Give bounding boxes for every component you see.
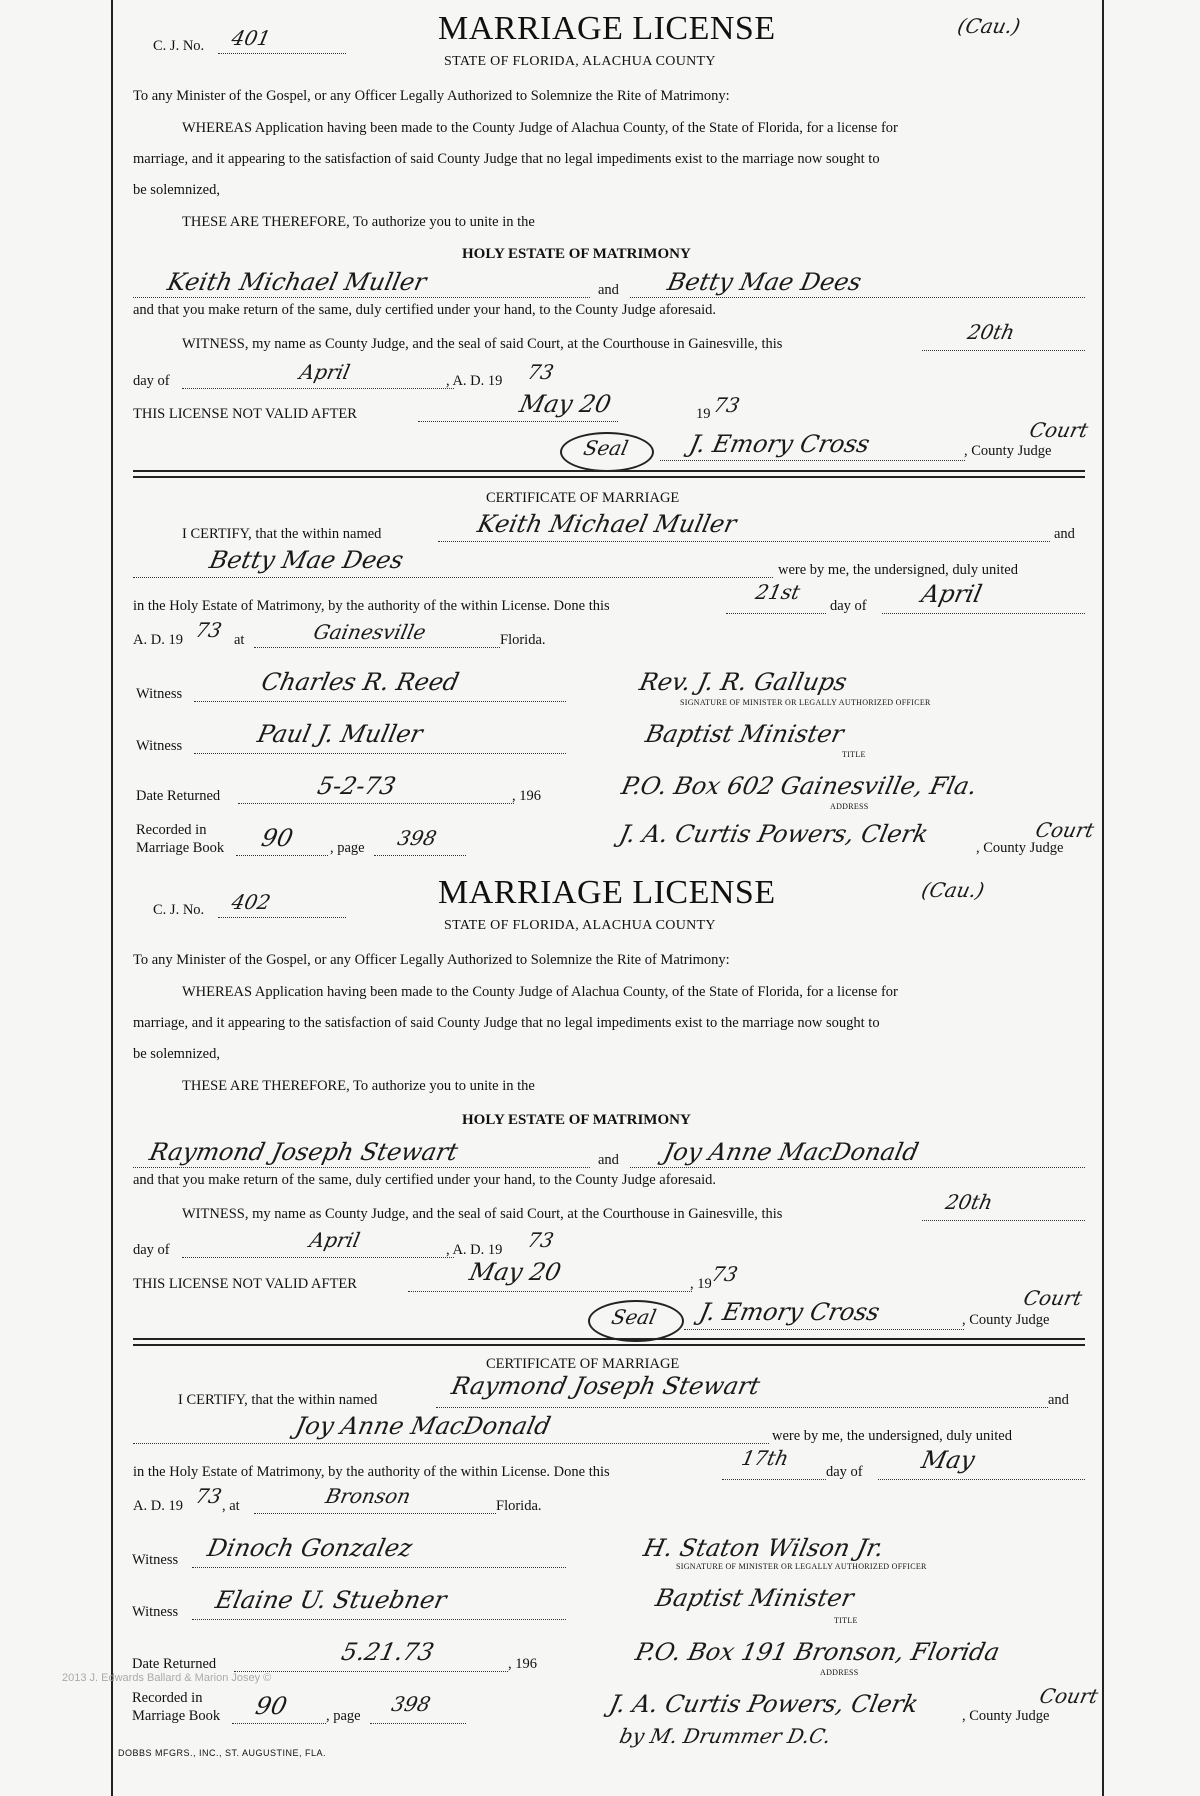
not-valid-date: May 20 [517, 390, 614, 418]
cert-bride: Joy Anne MacDonald [293, 1412, 554, 1440]
whereas-2: marriage, and it appearing to the satisfaction of said County Judge that no legal impediments exist to the marriage now sought to [133, 151, 880, 167]
cert-bride: Betty Mae Dees [207, 546, 406, 574]
cert-groom-line [438, 541, 1050, 542]
day-of2: day of [830, 598, 867, 614]
whereas-1: WHEREAS Application having been made to the County Judge of Alachua County, of the State of Florida, for a license for [182, 120, 898, 136]
florida-label: Florida. [496, 1498, 542, 1514]
not-valid-line [418, 421, 618, 422]
court-note: Court [1027, 418, 1091, 442]
book-number: 90 [253, 1692, 290, 1720]
deputy-signature: by M. Drummer D.C. [617, 1724, 834, 1748]
witness-day: 20th [965, 320, 1017, 344]
license-title: MARRIAGE LICENSE [438, 10, 776, 47]
witness-line: WITNESS, my name as County Judge, and the seal of said Court, at the Courthouse in Gainesville, this [182, 336, 783, 352]
date-returned: 5.21.73 [339, 1638, 437, 1666]
recorded-in-label: Recorded in [136, 822, 207, 838]
copyright-watermark: 2013 J. Edwards Ballard & Marion Josey © [62, 1672, 272, 1684]
recorded-in-label: Recorded in [132, 1690, 203, 1706]
date-returned-line [234, 1671, 508, 1672]
date-196: , 196 [508, 1656, 537, 1672]
date-returned: 5-2-73 [315, 772, 399, 800]
cert-bride-line [133, 1443, 769, 1444]
divider-rule [133, 1338, 1085, 1340]
officer-address: P.O. Box 191 Bronson, Florida [633, 1638, 1003, 1666]
witness2-signature: Paul J. Muller [255, 720, 426, 748]
groom-name: Raymond Joseph Stewart [147, 1138, 461, 1166]
return-line: and that you make return of the same, duly certified under your hand, to the County Judge aforesaid. [133, 302, 717, 318]
license-month: April [307, 1228, 363, 1252]
county-judge-label: , County Judge [962, 1312, 1050, 1328]
certificate-title: CERTIFICATE OF MARRIAGE [486, 1356, 680, 1372]
not-valid-label: THIS LICENSE NOT VALID AFTER [133, 1276, 357, 1292]
officer-signature: Rev. J. R. Gallups [637, 668, 850, 696]
seal-text: Seal [609, 1305, 659, 1329]
page-label: , page [326, 1708, 361, 1724]
address-caption: ADDRESS [820, 1668, 859, 1677]
whereas-1: WHEREAS Application having been made to the County Judge of Alachua County, of the State of Florida, for a license for [182, 984, 898, 1000]
done-day-line [722, 1479, 826, 1480]
license-year: 73 [525, 1228, 557, 1252]
witness1-label: Witness [136, 686, 183, 702]
ad-label: , A. D. 19 [446, 373, 503, 389]
holy-estate-heading: HOLY ESTATE OF MATRIMONY [462, 246, 691, 262]
witness-day-line [922, 350, 1085, 351]
license-title: MARRIAGE LICENSE [438, 874, 776, 911]
title-caption: TITLE [834, 1616, 858, 1625]
not-valid-label: THIS LICENSE NOT VALID AFTER [133, 406, 357, 422]
license-subtitle: STATE OF FLORIDA, ALACHUA COUNTY [444, 918, 716, 933]
cert-groom-line [436, 1407, 1048, 1408]
ad-label: , A. D. 19 [446, 1242, 503, 1258]
license-subtitle: STATE OF FLORIDA, ALACHUA COUNTY [444, 54, 716, 69]
county-judge2-label: , County Judge [976, 840, 1064, 856]
judge-signature: J. Emory Cross [697, 1298, 883, 1326]
whereas-2: marriage, and it appearing to the satisfaction of said County Judge that no legal impediments exist to the marriage now sought to [133, 1015, 880, 1031]
day-of2: day of [826, 1464, 863, 1480]
not-valid-19: , 19 [690, 1276, 712, 1292]
marriage-book-label: Marriage Book [136, 840, 225, 856]
month-line [182, 1257, 454, 1258]
cj-number: 402 [229, 890, 273, 914]
done-month-line [882, 613, 1085, 614]
at-label: at [234, 632, 245, 648]
officer-signature: H. Staton Wilson Jr. [641, 1534, 887, 1562]
printer-footer: DOBBS MFGRS., INC., ST. AUGUSTINE, FLA. [118, 1748, 327, 1758]
book-line [236, 855, 328, 856]
witness2-signature: Elaine U. Stuebner [213, 1586, 449, 1614]
license-year: 73 [525, 360, 557, 384]
and-word: and [598, 1152, 619, 1168]
not-valid-19: 19 [696, 406, 711, 422]
cj-label: C. J. No. [153, 902, 205, 918]
cj-line [218, 917, 346, 918]
witness2-label: Witness [132, 1604, 179, 1620]
ad2-label: A. D. 19 [133, 1498, 183, 1514]
cert-and: and [1048, 1392, 1069, 1408]
court-note2: Court [1033, 818, 1097, 842]
not-valid-date: May 20 [467, 1258, 564, 1286]
marriage-book-label: Marriage Book [132, 1708, 221, 1724]
witness1-label: Witness [132, 1552, 179, 1568]
marriage-place: Gainesville [311, 620, 429, 644]
clerk-signature: J. A. Curtis Powers, Clerk [617, 820, 931, 848]
date-returned-label: Date Returned [132, 1656, 217, 1672]
groom-name: Keith Michael Muller [165, 268, 429, 296]
cert-and: and [1054, 526, 1075, 542]
done-year: 73 [193, 1484, 225, 1508]
place-line [254, 1513, 496, 1514]
return-line: and that you make return of the same, duly certified under your hand, to the County Judge aforesaid. [133, 1172, 717, 1188]
book-number: 90 [259, 824, 296, 852]
witness2-line [194, 753, 566, 754]
witness1-signature: Dinoch Gonzalez [205, 1534, 415, 1562]
cj-label: C. J. No. [153, 38, 205, 54]
page-line [370, 1723, 466, 1724]
at-label: , at [222, 1498, 240, 1514]
united-line: were by me, the undersigned, duly united [772, 1428, 1012, 1444]
judge-line [660, 460, 965, 461]
done-day: 17th [739, 1446, 791, 1470]
groom-line [133, 1167, 590, 1168]
date-returned-line [238, 803, 514, 804]
officer-caption: SIGNATURE OF MINISTER OR LEGALLY AUTHORIZED OFFICER [676, 1562, 927, 1571]
groom-line [133, 297, 590, 298]
court-note2: Court [1037, 1684, 1101, 1708]
done-day: 21st [753, 580, 803, 604]
right-border [1102, 0, 1104, 1796]
ad2-label: A. D. 19 [133, 632, 183, 648]
bride-line [630, 297, 1085, 298]
cj-line [218, 53, 346, 54]
page-number: 398 [389, 1692, 433, 1716]
cj-number: 401 [229, 26, 273, 50]
officer-title-hand: Baptist Minister [653, 1584, 857, 1612]
judge-line [684, 1329, 964, 1330]
not-valid-year: 73 [709, 1262, 741, 1286]
page-label: , page [330, 840, 365, 856]
done-month: May [919, 1446, 978, 1474]
witness-day: 20th [943, 1190, 995, 1214]
cert-bride-line [133, 577, 773, 578]
page-number: 398 [395, 826, 439, 850]
officer-caption: SIGNATURE OF MINISTER OR LEGALLY AUTHORIZED OFFICER [680, 698, 931, 707]
therefore-line: THESE ARE THEREFORE, To authorize you to unite in the [182, 214, 535, 230]
corner-note: (Cau.) [955, 14, 1023, 38]
cert-groom: Keith Michael Muller [475, 510, 739, 538]
done-year: 73 [193, 618, 225, 642]
witness-line: WITNESS, my name as County Judge, and the seal of said Court, at the Courthouse in Gainesville, this [182, 1206, 783, 1222]
marriage-place: Bronson [323, 1484, 413, 1508]
witness-day-line [922, 1220, 1085, 1221]
witness2-label: Witness [136, 738, 183, 754]
whereas-3: be solemnized, [133, 182, 220, 198]
divider-rule [133, 1344, 1085, 1346]
address-line: To any Minister of the Gospel, or any Officer Legally Authorized to Solemnize the Rite of Matrimony: [133, 88, 730, 104]
therefore-line: THESE ARE THEREFORE, To authorize you to unite in the [182, 1078, 535, 1094]
date-returned-label: Date Returned [136, 788, 221, 804]
date-196: , 196 [512, 788, 541, 804]
officer-title-hand: Baptist Minister [643, 720, 847, 748]
certificate-title: CERTIFICATE OF MARRIAGE [486, 490, 680, 506]
done-month-line [878, 1479, 1085, 1480]
not-valid-year: 73 [711, 393, 743, 417]
bride-name: Betty Mae Dees [665, 268, 864, 296]
day-of-label: day of [133, 373, 170, 389]
not-valid-line [408, 1291, 692, 1292]
holy-estate-line: in the Holy Estate of Matrimony, by the authority of the within License. Done this [133, 1464, 610, 1480]
left-border [111, 0, 113, 1796]
whereas-3: be solemnized, [133, 1046, 220, 1062]
divider-rule [133, 476, 1085, 478]
holy-estate-heading: HOLY ESTATE OF MATRIMONY [462, 1112, 691, 1128]
witness1-line [192, 1567, 566, 1568]
address-line: To any Minister of the Gospel, or any Officer Legally Authorized to Solemnize the Rite of Matrimony: [133, 952, 730, 968]
certify-line: I CERTIFY, that the within named [182, 526, 382, 542]
holy-estate-line: in the Holy Estate of Matrimony, by the authority of the within License. Done this [133, 598, 610, 614]
florida-label: Florida. [500, 632, 546, 648]
license-month: April [297, 360, 353, 384]
certify-line: I CERTIFY, that the within named [178, 1392, 378, 1408]
done-month: April [919, 580, 985, 608]
and-word: and [598, 282, 619, 298]
county-judge2-label: , County Judge [962, 1708, 1050, 1724]
witness1-line [194, 701, 566, 702]
corner-note: (Cau.) [919, 878, 987, 902]
book-line [232, 1723, 326, 1724]
done-day-line [726, 613, 826, 614]
bride-line [630, 1167, 1085, 1168]
address-caption: ADDRESS [830, 802, 869, 811]
page-line [374, 855, 466, 856]
seal-text: Seal [581, 436, 631, 460]
clerk-signature: J. A. Curtis Powers, Clerk [607, 1690, 921, 1718]
place-line [254, 647, 500, 648]
court-note: Court [1021, 1286, 1085, 1310]
officer-address: P.O. Box 602 Gainesville, Fla. [619, 772, 980, 800]
month-line [182, 388, 454, 389]
cert-groom: Raymond Joseph Stewart [449, 1372, 763, 1400]
bride-name: Joy Anne MacDonald [661, 1138, 922, 1166]
judge-signature: J. Emory Cross [687, 430, 873, 458]
united-line: were by me, the undersigned, duly united [778, 562, 1018, 578]
divider-rule [133, 470, 1085, 472]
day-of-label: day of [133, 1242, 170, 1258]
title-caption: TITLE [842, 750, 866, 759]
witness1-signature: Charles R. Reed [259, 668, 462, 696]
county-judge-label: , County Judge [964, 443, 1052, 459]
witness2-line [192, 1619, 566, 1620]
